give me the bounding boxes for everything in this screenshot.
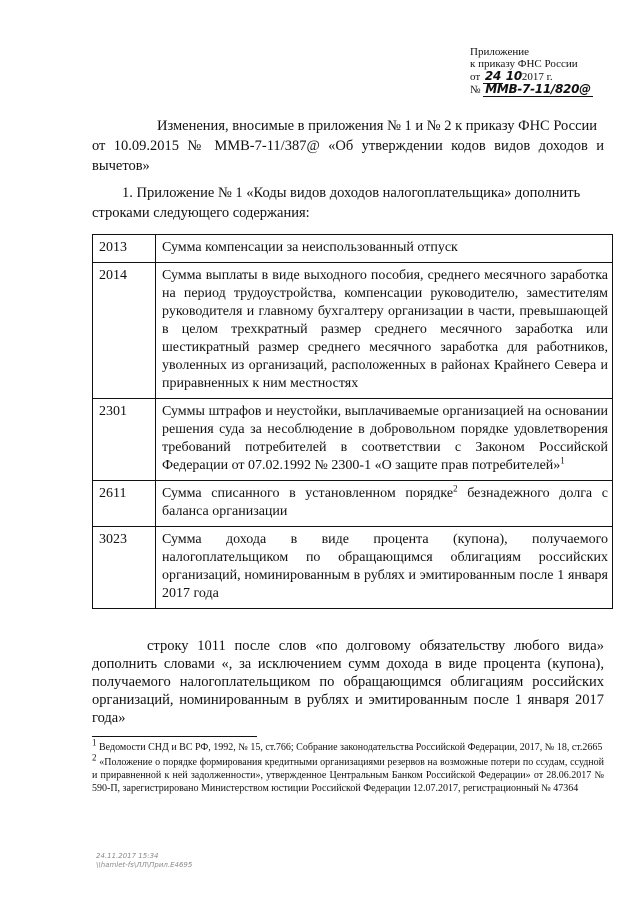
approval-line-2: к приказу ФНС России <box>470 58 578 70</box>
approval-number-value: ММВ-7-11/820@ <box>485 82 591 96</box>
table-row <box>93 527 613 609</box>
income-description: Сумма компенсации за неиспользованный отпуск <box>156 235 613 263</box>
income-code: 2611 <box>93 481 156 527</box>
income-codes-table <box>92 234 613 609</box>
footnote <box>92 737 604 754</box>
table-row <box>93 481 613 527</box>
income-description-text-after: безнадежного долга с баланса организации <box>162 486 608 519</box>
table-row <box>93 399 613 481</box>
approval-date-day: 24 <box>484 69 502 83</box>
document-title <box>92 116 604 176</box>
footnote-number: 2 <box>92 752 97 763</box>
print-stamp <box>96 852 192 870</box>
document-title-line-1: Изменения, вносимые в приложения № 1 и № 2 к приказу ФНС России <box>157 118 598 134</box>
income-description-text: Сумма списанного в установленном порядке <box>162 486 454 501</box>
income-description: Сумма выплаты в виде выходного пособия, среднего месячного заработка на период трудоустройства, компенсации руководителю, заместителям руководителя и главному бухгалтеру организации в части, превышающей в целом трехкратный размер среднего месячного заработка или шестикратный размер среднего месячного заработка для работников, уволенных из организаций, расположенных в районах Крайнего Севера и приравненных к ним местностях <box>156 263 613 399</box>
income-description <box>156 399 613 481</box>
amendment-text: строку 1011 после слов «по долговому обязательству любого вида» дополнить словами «, за исключением сумм дохода в виде процента (купона), получаемого налогоплательщиком по обращающимся облигациям российских организаций, номинированным в рублях и эмитированным после 1 января 2017 года» <box>92 638 604 726</box>
table-row <box>93 235 613 263</box>
print-stamp-line-2: \\hamlet-fs\ЛЛ\Прил.E4695 <box>96 861 193 869</box>
approval-block <box>470 46 593 96</box>
income-code: 3023 <box>93 527 156 609</box>
income-description <box>156 481 613 527</box>
approval-number-prefix: № <box>470 84 481 96</box>
section-intro-line-1: 1. Приложение № 1 «Коды видов доходов налогоплательщика» дополнить <box>122 185 581 201</box>
footnote-ref: 2 <box>453 483 458 494</box>
section-intro-line-2: строками следующего содержания: <box>92 205 310 221</box>
footnote-text: Ведомости СНД и ВС РФ, 1992, № 15, ст.766; Собрание законодательства Российской Федерации, 2017, № 18, ст.2665 <box>99 742 603 753</box>
approval-date-year: 2017 г. <box>521 71 553 83</box>
footnote-divider <box>92 736 257 737</box>
income-description: Сумма дохода в виде процента (купона), получаемого налогоплательщиком по обращающимся облигациям российских организаций, номинированным в рублях и эмитированным после 1 января 2017 года <box>156 527 613 609</box>
document-title-line-2: от 10.09.2015 № ММВ-7-11/387@ «Об утверждении кодов видов доходов и вычетов» <box>92 138 604 174</box>
amendment-paragraph <box>92 637 604 727</box>
section-intro <box>92 183 604 223</box>
approval-line-1: Приложение <box>470 46 530 58</box>
footnotes <box>92 737 605 797</box>
income-code: 2014 <box>93 263 156 399</box>
footnote <box>92 752 605 795</box>
footnote-ref: 1 <box>560 455 565 466</box>
approval-number <box>470 83 593 96</box>
footnote-number: 1 <box>92 737 97 748</box>
approval-date-prefix: от <box>470 71 481 83</box>
table-row <box>93 263 613 399</box>
income-code: 2013 <box>93 235 156 263</box>
approval-date-month: 10 <box>505 69 522 83</box>
footnote-text: «Положение о порядке формирования кредитными организациями резервов на возможные потери по ссудам, ссудной и приравненной к ней задолженности», утвержденное Центральным Банком Российской Федерации» от 28.06.2017 № 590-П, зарегистрировано Министерством юстиции Российской Федерации 12.07.2017, регистрационный № 47364 <box>92 757 605 794</box>
print-stamp-line-1: 24.11.2017 15:34 <box>96 852 159 860</box>
income-code: 2301 <box>93 399 156 481</box>
income-description-text: Суммы штрафов и неустойки, выплачиваемые организацией на основании решения суда за несоблюдение в добровольном порядке удовлетворения требований потребителей в соответствии с Законом Российской Федерации от 07.02.1992 № 2300-1 «О защите прав потребителей» <box>162 404 608 473</box>
